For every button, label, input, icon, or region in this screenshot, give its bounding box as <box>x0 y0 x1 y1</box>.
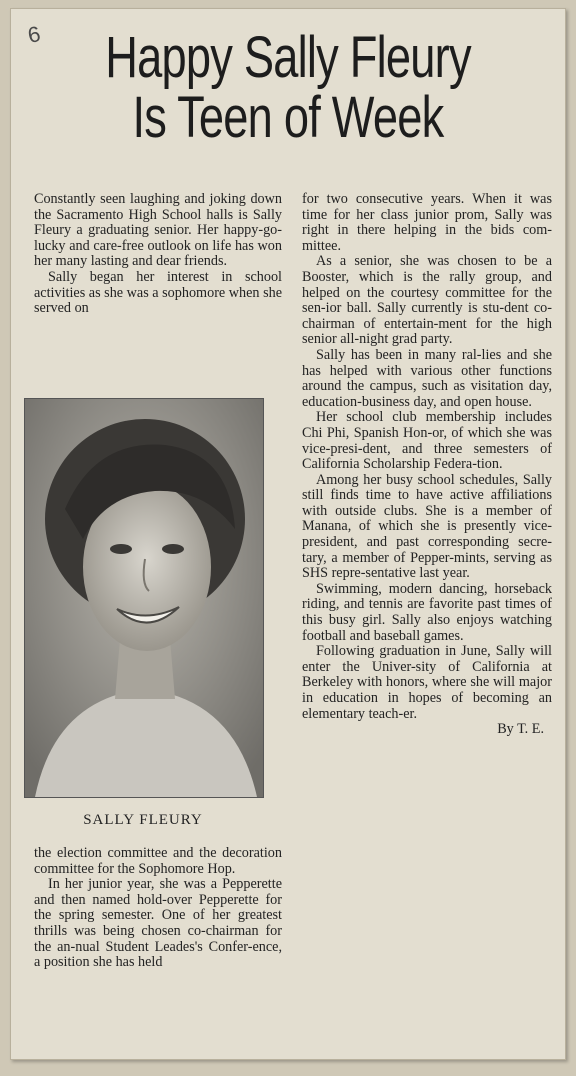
headline-line-2: Is Teen of Week <box>132 85 444 150</box>
article-paragraph: Sally has been in many ral-lies and she has helped with various other functions around the campus, such as visitation day, education-business day, and open house. <box>302 346 552 410</box>
article-column-left-bottom <box>34 846 282 971</box>
article-column-right <box>302 192 552 738</box>
byline: By T. E. <box>497 721 544 738</box>
handwritten-page-number: 6 <box>25 21 43 49</box>
article-paragraph: for two consecutive years. When it was time for her class junior prom, Sally was right in there helping in the bids com-mittee. <box>302 191 552 254</box>
newspaper-clipping <box>10 8 566 1060</box>
article-paragraph: Among her busy school schedules, Sally still finds time to have active affiliations with outside clubs. She is a member of Manana, of which she is presently vice-president, and past corresponding secre-tary, a member of Pepper-mints, serving as SHS repre-sentative last year. <box>302 471 552 582</box>
headline-line-1: Happy Sally Fleury <box>105 25 471 90</box>
photo-caption: SALLY FLEURY <box>83 812 203 828</box>
article-paragraph: Constantly seen laughing and joking down the Sacramento High School halls is Sally Fleury a graduating senior. Her happy-go-lucky and care-free outlook on life has won her many lasting and dear friends. <box>34 191 282 270</box>
article-paragraph: As a senior, she was chosen to be a Booster, which is the rally group, and helped on the courtesy committee for the sen-ior ball. Sally currently is stu-dent co-chairman of entertain-ment for the high senior all-night grad party. <box>302 253 552 348</box>
article-paragraph: In her junior year, she was a Pepperette and then named hold-over Pepperette for the spring semester. One of her greatest thrills was being chosen co-chairman for the an-nual Student Leades's Confer-ence, a position she has held <box>34 876 282 971</box>
article-paragraph: Following graduation in June, Sally will enter the Univer-sity of California at Berkeley with honors, where she will major in education in hopes of becoming an elementary teach-er. <box>302 643 552 722</box>
portrait-image <box>25 399 263 797</box>
article-paragraph: Sally began her interest in school activities as she was a sophomore when she served on <box>34 268 282 317</box>
article-paragraph: the election committee and the decoration committee for the Sophomore Hop. <box>34 845 282 877</box>
portrait-photo <box>24 398 264 798</box>
article-column-left-top <box>34 192 282 317</box>
article-paragraph: Swimming, modern dancing, horseback riding, and tennis are favorite past times of this busy girl. Sally also enjoys watching football and baseball games. <box>302 580 552 644</box>
headline <box>10 25 566 150</box>
article-paragraph: Her school club membership includes Chi Phi, Spanish Hon-or, of which she was vice-presi-dent, and three semesters of California Scholarship Federa-tion. <box>302 409 552 473</box>
